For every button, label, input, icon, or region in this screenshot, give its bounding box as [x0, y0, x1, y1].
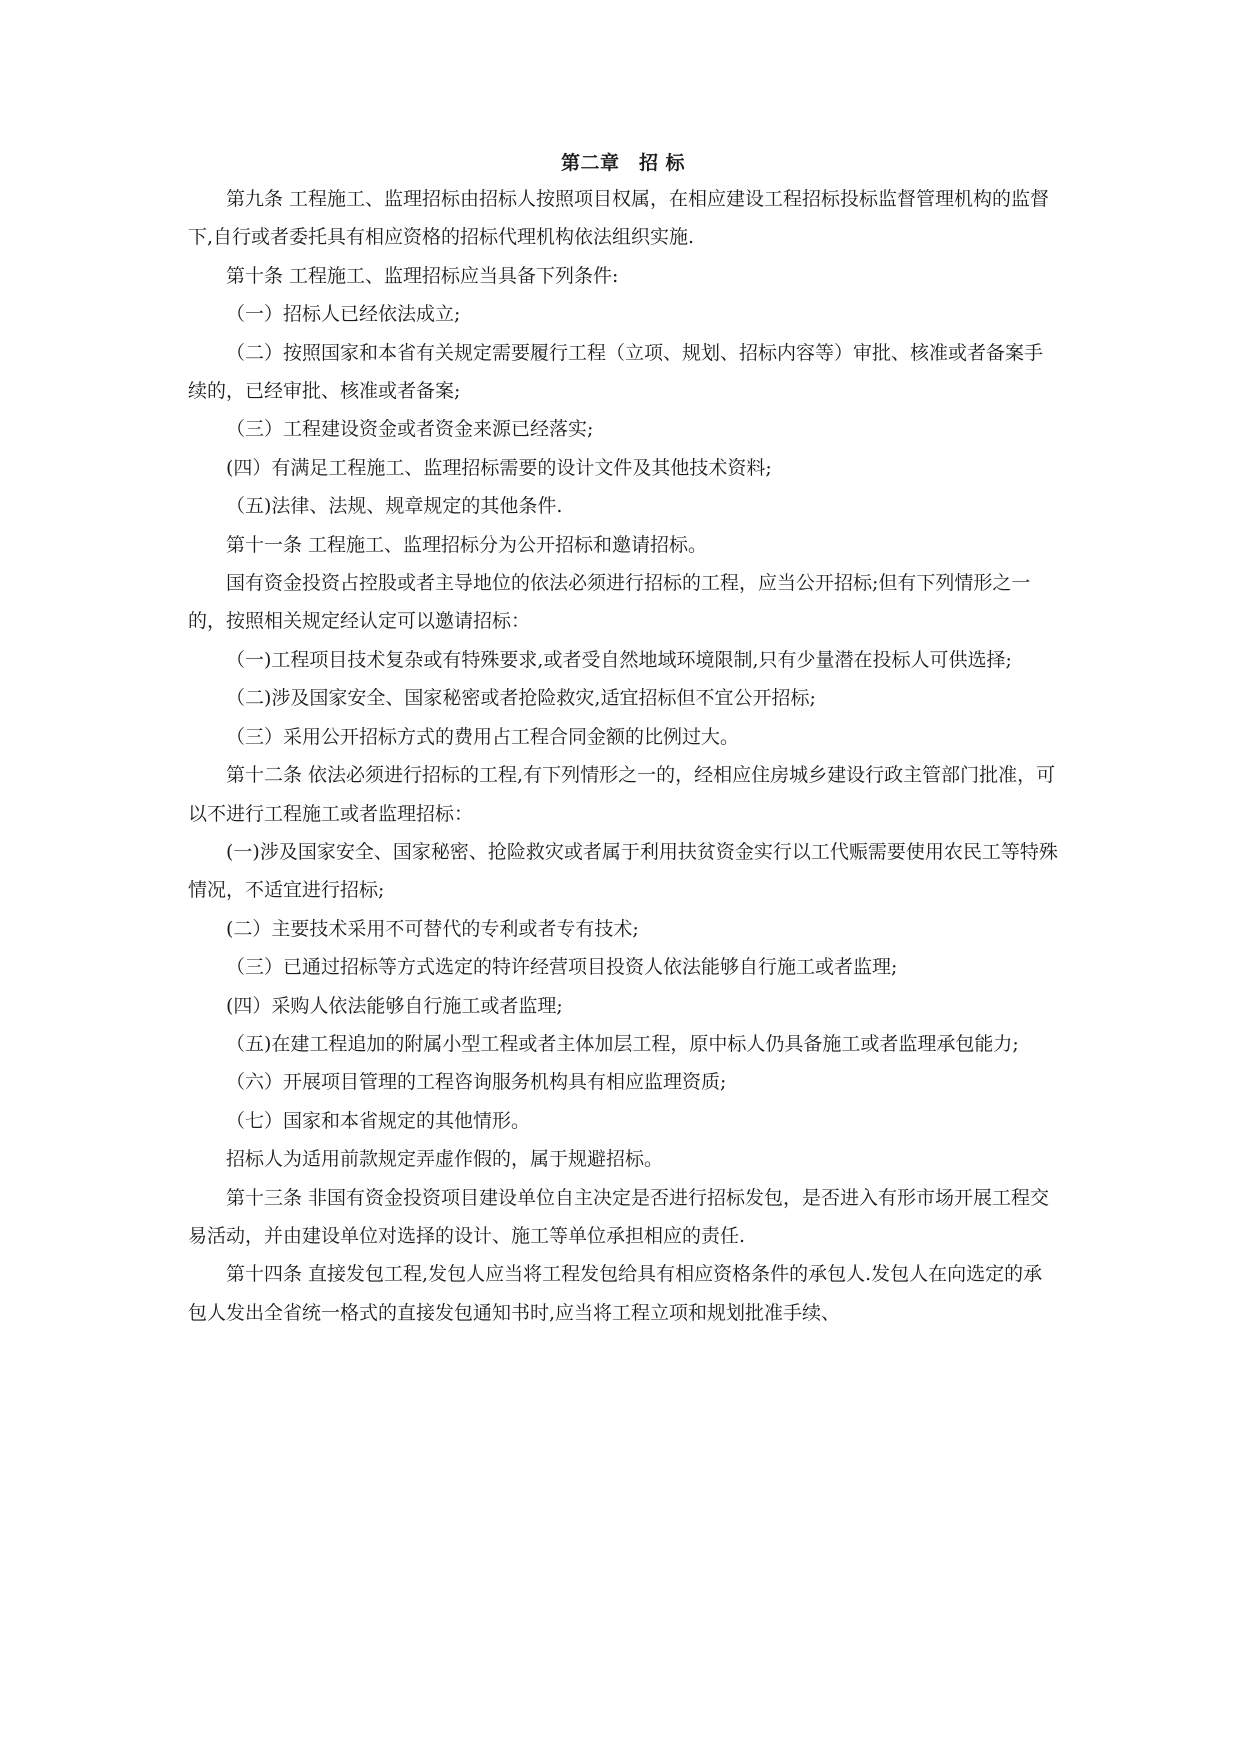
- article-14: 第十四条 直接发包工程,发包人应当将工程发包给具有相应资格条件的承包人.发包人在向选定的承包人发出全省统一格式的直接发包通知书时,应当将工程立项和规划批准手续、: [188, 1263, 1043, 1324]
- article-10-item-5: （五)法律、法规、规章规定的其他条件.: [226, 495, 563, 518]
- article-12-item-1: (一)涉及国家安全、国家秘密、抢险救灾或者属于利用扶贫资金实行以工代赈需要使用农民工等特殊情况，不适宜进行招标;: [188, 840, 1058, 902]
- article-10-item-3: （三）工程建设资金或者资金来源已经落实;: [226, 418, 594, 441]
- article-12-item-3: （三）已通过招标等方式选定的特许经营项目投资人依法能够自行施工或者监理;: [226, 956, 898, 979]
- article-13: 第十三条 非国有资金投资项目建设单位自主决定是否进行招标发包，是否进入有形市场开展工程交易活动，并由建设单位对选择的设计、施工等单位承担相应的责任.: [188, 1186, 1050, 1247]
- article-12: 第十二条 依法必须进行招标的工程,有下列情形之一的，经相应住房城乡建设行政主管部门批准，可以不进行工程施工或者监理招标：: [188, 764, 1056, 825]
- article-12-item-4: (四）采购人依法能够自行施工或者监理;: [226, 994, 563, 1017]
- article-12-item-5: （五)在建工程追加的附属小型工程或者主体加层工程，原中标人仍具备施工或者监理承包能力;: [226, 1032, 1019, 1055]
- document-body: [188, 150, 1058, 1332]
- article-10-item-2: （二）按照国家和本省有关规定需要履行工程（立项、规划、招标内容等）审批、核准或者备案手续的，已经审批、核准或者备案;: [188, 341, 1044, 403]
- article-11: 第十一条 工程施工、监理招标分为公开招标和邀请招标。: [226, 533, 708, 556]
- article-10: 第十条 工程施工、监理招标应当具备下列条件:: [226, 264, 619, 287]
- article-10-item-4: (四）有满足工程施工、监理招标需要的设计文件及其他技术资料;: [226, 456, 772, 479]
- article-12-item-6: （六）开展项目管理的工程咨询服务机构具有相应监理资质;: [226, 1071, 727, 1094]
- article-11-item-1: （一)工程项目技术复杂或有特殊要求,或者受自然地域环境限制,只有少量潜在投标人可供选择;: [226, 648, 1012, 671]
- chapter-title: 第二章 招 标: [560, 152, 686, 174]
- article-11-paragraph-2: 国有资金投资占控股或者主导地位的依法必须进行招标的工程，应当公开招标;但有下列情形之一的，按照相关规定经认定可以邀请招标：: [188, 572, 1031, 633]
- article-10-item-1: （一）招标人已经依法成立;: [226, 303, 461, 326]
- article-11-item-2: （二)涉及国家安全、国家秘密或者抢险救灾,适宜招标但不宜公开招标;: [226, 687, 816, 710]
- article-9: 第九条 工程施工、监理招标由招标人按照项目权属，在相应建设工程招标投标监督管理机构的监督下,自行或者委托具有相应资格的招标代理机构依法组织实施.: [188, 188, 1050, 249]
- article-12-item-2: (二）主要技术采用不可替代的专利或者专有技术;: [226, 917, 639, 940]
- article-12-item-7: （七）国家和本省规定的其他情形。: [226, 1109, 531, 1132]
- article-12-paragraph-2: 招标人为适用前款规定弄虚作假的，属于规避招标。: [226, 1148, 664, 1171]
- article-11-item-3: （三）采用公开招标方式的费用占工程合同金额的比例过大。: [226, 725, 740, 748]
